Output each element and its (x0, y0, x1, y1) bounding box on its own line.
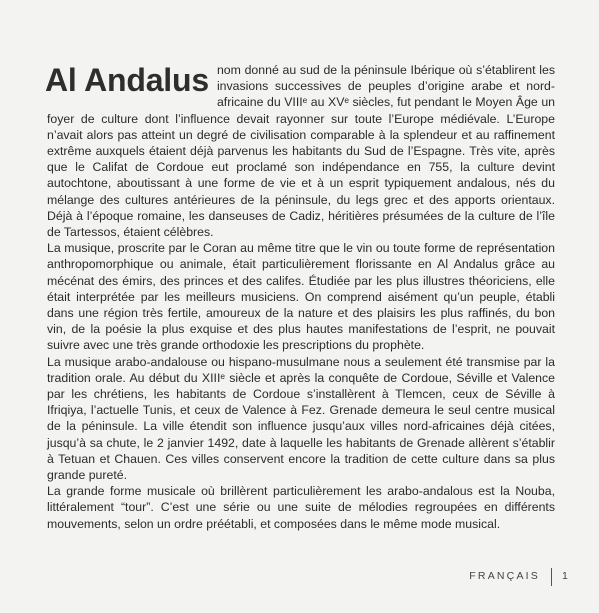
paragraph-1-text: nom donné au sud de la péninsule Ibérique où s’établirent les invasions successives de peuples d’origine arabe et nord-africaine du VIIIᵉ au XVᵉ siècles, fut pendant le Moyen Âge un foyer de culture dont l’influence devait rayonner sur toute l’Europe médiévale. L’Europe n’avait alors pas atteint un degré de civilisation comparable à la splendeur et au raffinement extrême auxquels étaient déjà parvenus les habitants du Sud de l’Espagne. Très vite, après que le Califat de Cordoue eut proclamé son indépendance en 755, la culture devint autochtone, aboutissant à une forme de vie et à un esprit typiquement andalous, nés du mélange des cultures antérieures de la péninsule, du legs grec et des apports orientaux. Déjà à l’époque romaine, les danseuses de Cadiz, héritières présumées de la culture de l’île de Tartessos, étaient célèbres. (47, 63, 555, 240)
page-footer (0, 568, 599, 588)
page-number: 1 (562, 570, 568, 582)
article-body (47, 62, 555, 532)
article-title: Al Andalus (45, 62, 209, 98)
paragraph-2: La musique, proscrite par le Coran au même titre que le vin ou toute forme de représentation anthropomorphique ou animale, était particulièrement florissante en Al Andalus grâce au mécénat des émirs, des princes et des califes. Étudiée par les plus illustres théoriciens, elle était interprétée par les meilleurs musiciens. On comprend aisément qu’un peuple, établi dans une région très fertile, amoureux de la nature et des plaisirs les plus raffinés, du bon vin, de la poésie la plus exquise et des plus hautes manifestations de l’esprit, ne pouvait suivre avec une très grande orthodoxie les prescriptions du prophète. (47, 241, 555, 353)
paragraph-4: La grande forme musicale où brillèrent particulièrement les arabo-andalous est la Nouba, littéralement “tour”. C’est une série ou une suite de mélodies regroupées en différents mouvements, selon un ordre préétabli, et composées dans le même mode musical. (47, 484, 555, 531)
footer-divider (551, 568, 552, 586)
paragraph-1 (47, 62, 555, 240)
paragraph-3: La musique arabo-andalouse ou hispano-musulmane nous a seulement été transmise par la tradition orale. Au début du XIIIᵉ siècle et après la conquête de Cordoue, Séville et Valence par les chrétiens, les habitants de Cordoue s’installèrent à Tlemcen, ceux de Séville à Ifriqiya, l’actuelle Tunis, et ceux de Valence à Fez. Grenade demeura le seul centre musical de la péninsule. La ville étendit son influence jusqu’aux villes nord-africaines déjà citées, jusqu’à sa chute, le 2 janvier 1492, date à laquelle les habitants de Grenade allèrent s’établir à Tetuan et Chauen. Ces villes conservent encore la tradition de cette culture dans sa plus grande pureté. (47, 354, 555, 483)
language-label: FRANÇAIS (469, 570, 540, 582)
